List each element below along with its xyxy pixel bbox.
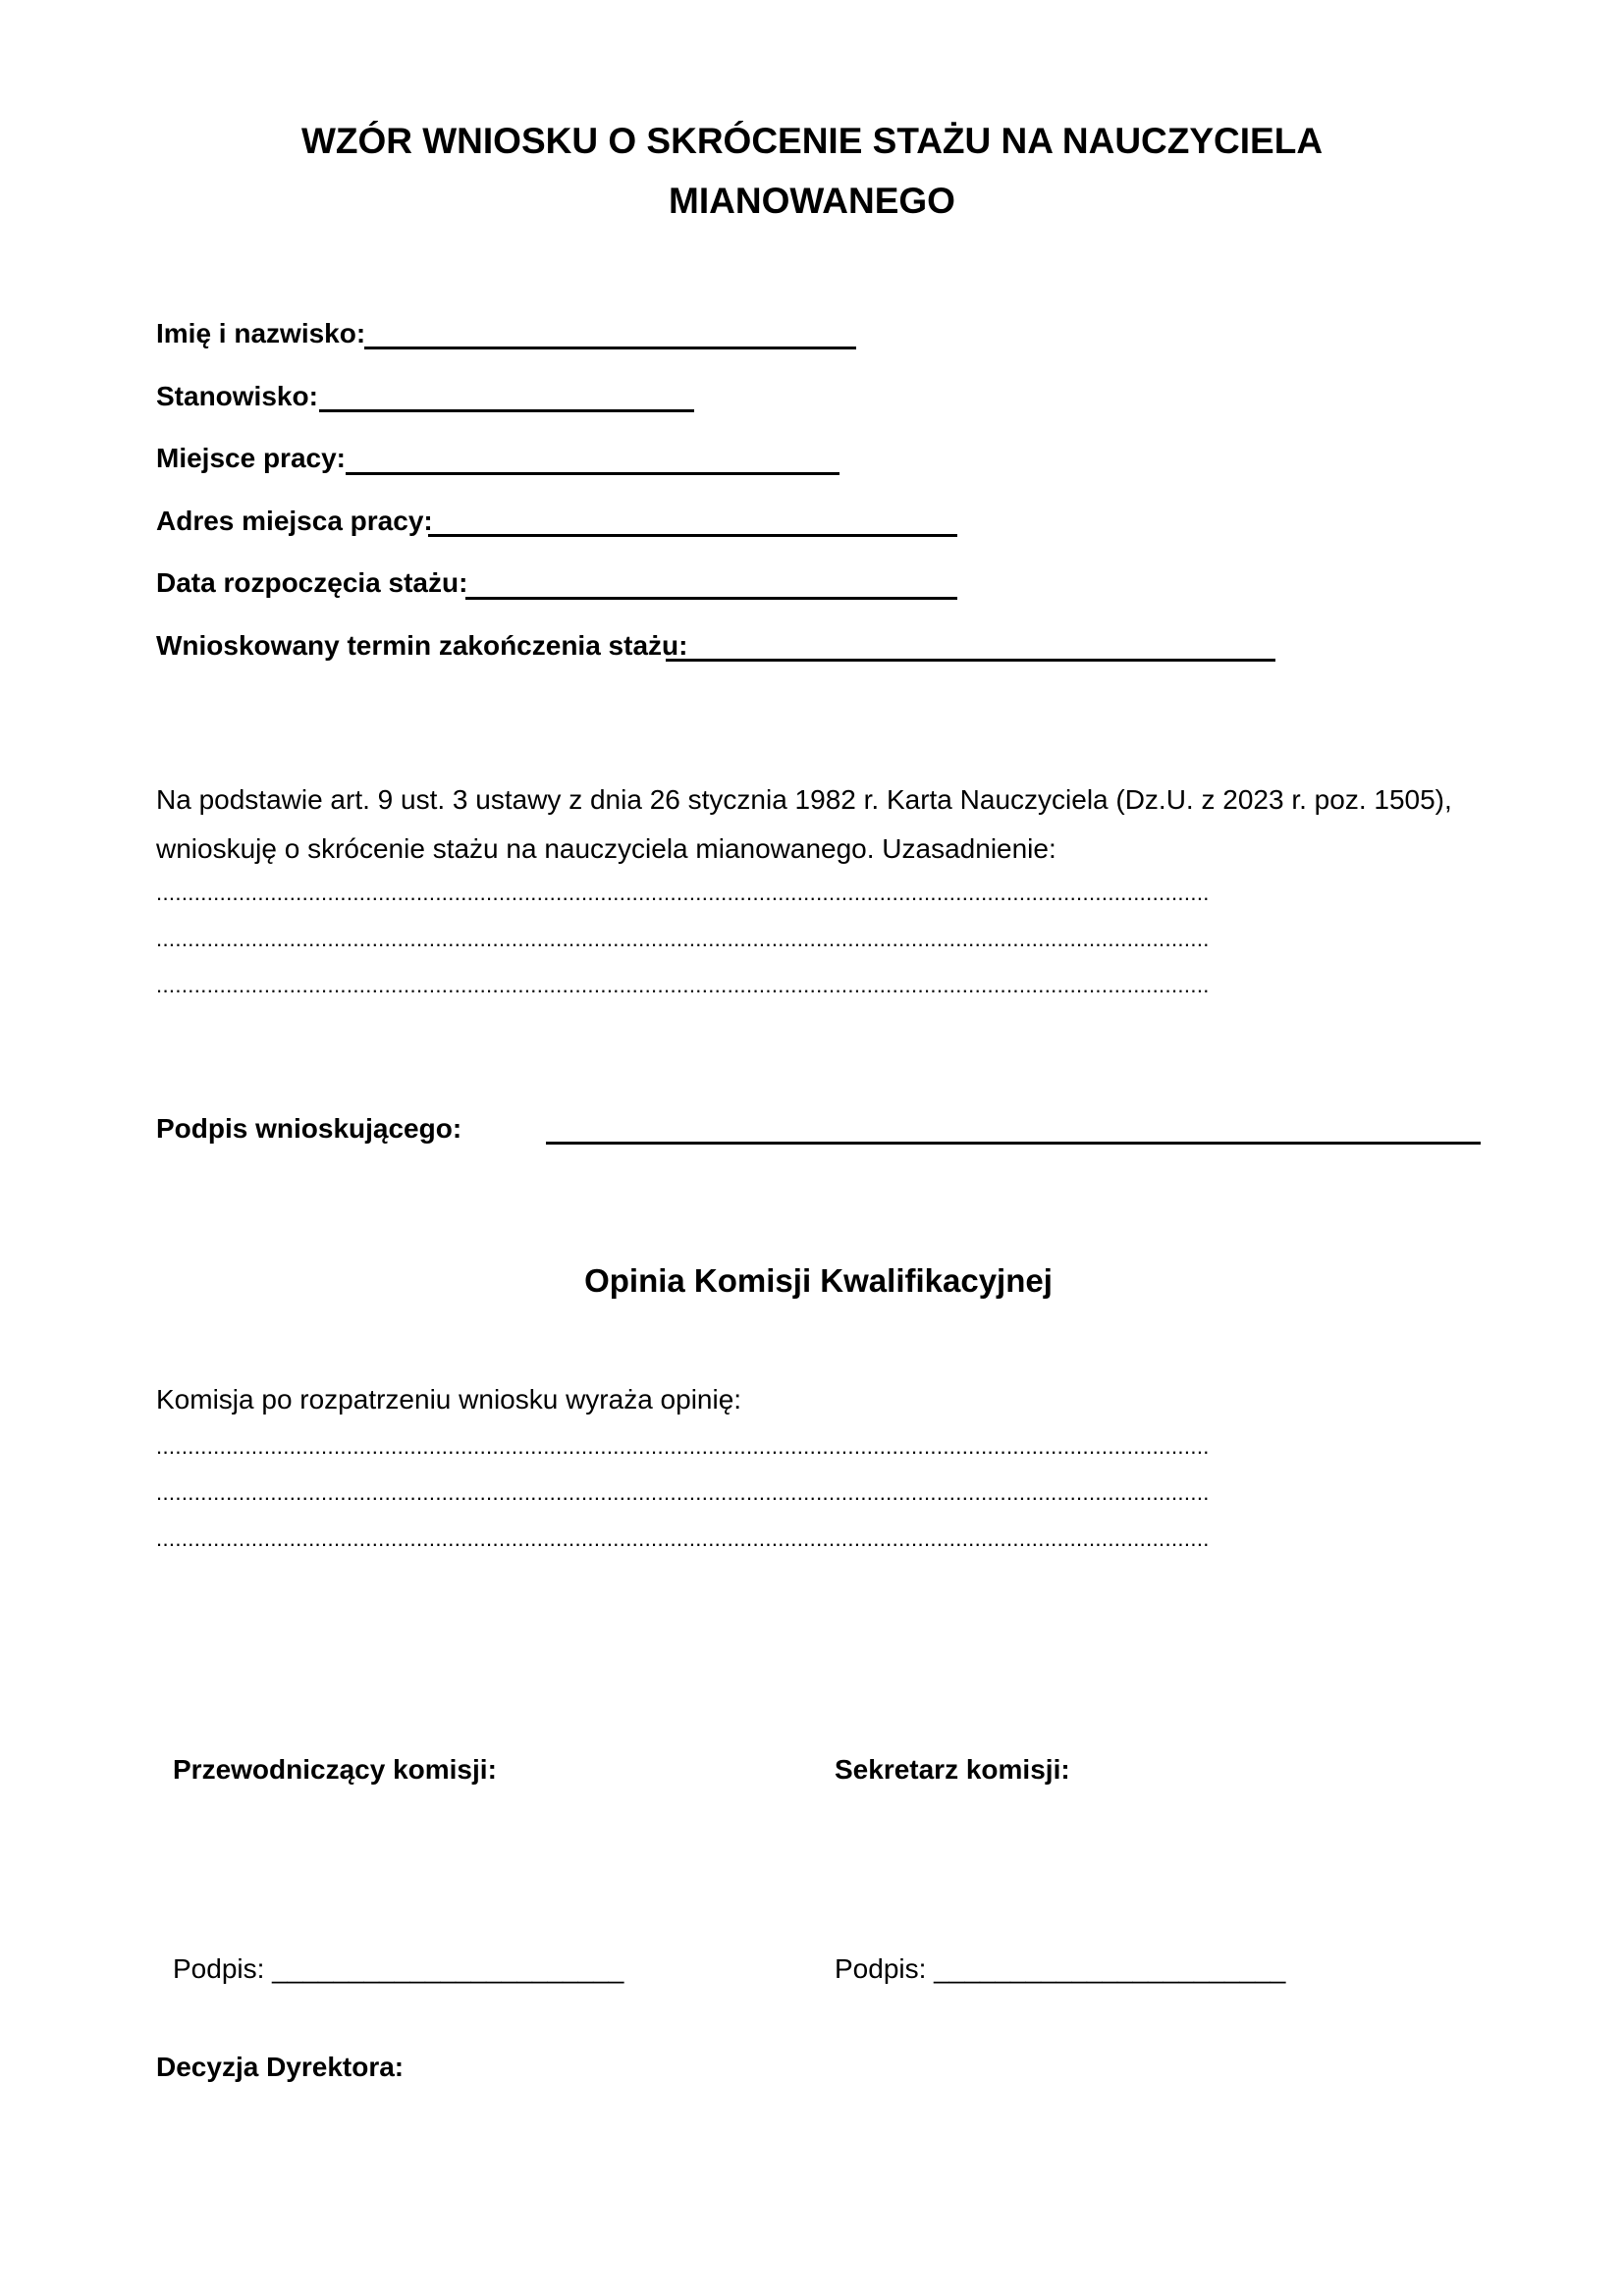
- justification-dotted-line-3[interactable]: ......................................................................................................................................................................: [156, 974, 1210, 997]
- request-paragraph-line2: wnioskuję o skrócenie stażu na nauczyciela mianowanego. Uzasadnienie:: [156, 833, 1056, 864]
- applicant-signature-line[interactable]: [546, 1142, 1481, 1145]
- start-date-field-line[interactable]: [465, 597, 957, 600]
- position-label: Stanowisko:: [156, 381, 318, 411]
- secretary-signature-field[interactable]: Podpis: _______________________: [835, 1953, 1286, 1984]
- document-title-line1: WZÓR WNIOSKU O SKRÓCENIE STAŻU NA NAUCZYCIELA: [300, 121, 1324, 161]
- commission-intro: Komisja po rozpatrzeniu wniosku wyraża opinię:: [156, 1384, 742, 1415]
- document-title-line2: MIANOWANEGO: [669, 181, 955, 221]
- justification-dotted-line-2[interactable]: ......................................................................................................................................................................: [156, 928, 1210, 951]
- secretary-label: Sekretarz komisji:: [835, 1754, 1070, 1785]
- workplace-field-line[interactable]: [346, 472, 839, 475]
- applicant-signature-label: Podpis wnioskującego:: [156, 1113, 462, 1144]
- workplace-address-label: Adres miejsca pracy:: [156, 506, 433, 536]
- chair-label: Przewodniczący komisji:: [173, 1754, 497, 1785]
- name-field-line[interactable]: [364, 347, 856, 349]
- workplace-label: Miejsce pracy:: [156, 443, 346, 473]
- name-label: Imię i nazwisko:: [156, 318, 366, 348]
- requested-end-label: Wnioskowany termin zakończenia stażu:: [156, 630, 688, 661]
- workplace-address-field-line[interactable]: [428, 534, 957, 537]
- opinion-dotted-line-2[interactable]: ......................................................................................................................................................................: [156, 1481, 1210, 1505]
- chair-signature-field[interactable]: Podpis: _______________________: [173, 1953, 624, 1984]
- start-date-label: Data rozpoczęcia stażu:: [156, 567, 468, 598]
- position-field-line[interactable]: [319, 409, 694, 412]
- justification-dotted-line-1[interactable]: ......................................................................................................................................................................: [156, 881, 1210, 905]
- request-paragraph-line1: Na podstawie art. 9 ust. 3 ustawy z dnia 26 stycznia 1982 r. Karta Nauczyciela (Dz.U. z 2023 r. poz. 1505),: [156, 784, 1452, 815]
- opinion-dotted-line-3[interactable]: ......................................................................................................................................................................: [156, 1527, 1210, 1551]
- requested-end-field-line[interactable]: [666, 659, 1275, 662]
- director-decision-label: Decyzja Dyrektora:: [156, 2052, 405, 2082]
- opinion-dotted-line-1[interactable]: ......................................................................................................................................................................: [156, 1435, 1210, 1459]
- commission-heading: Opinia Komisji Kwalifikacyjnej: [584, 1262, 1053, 1299]
